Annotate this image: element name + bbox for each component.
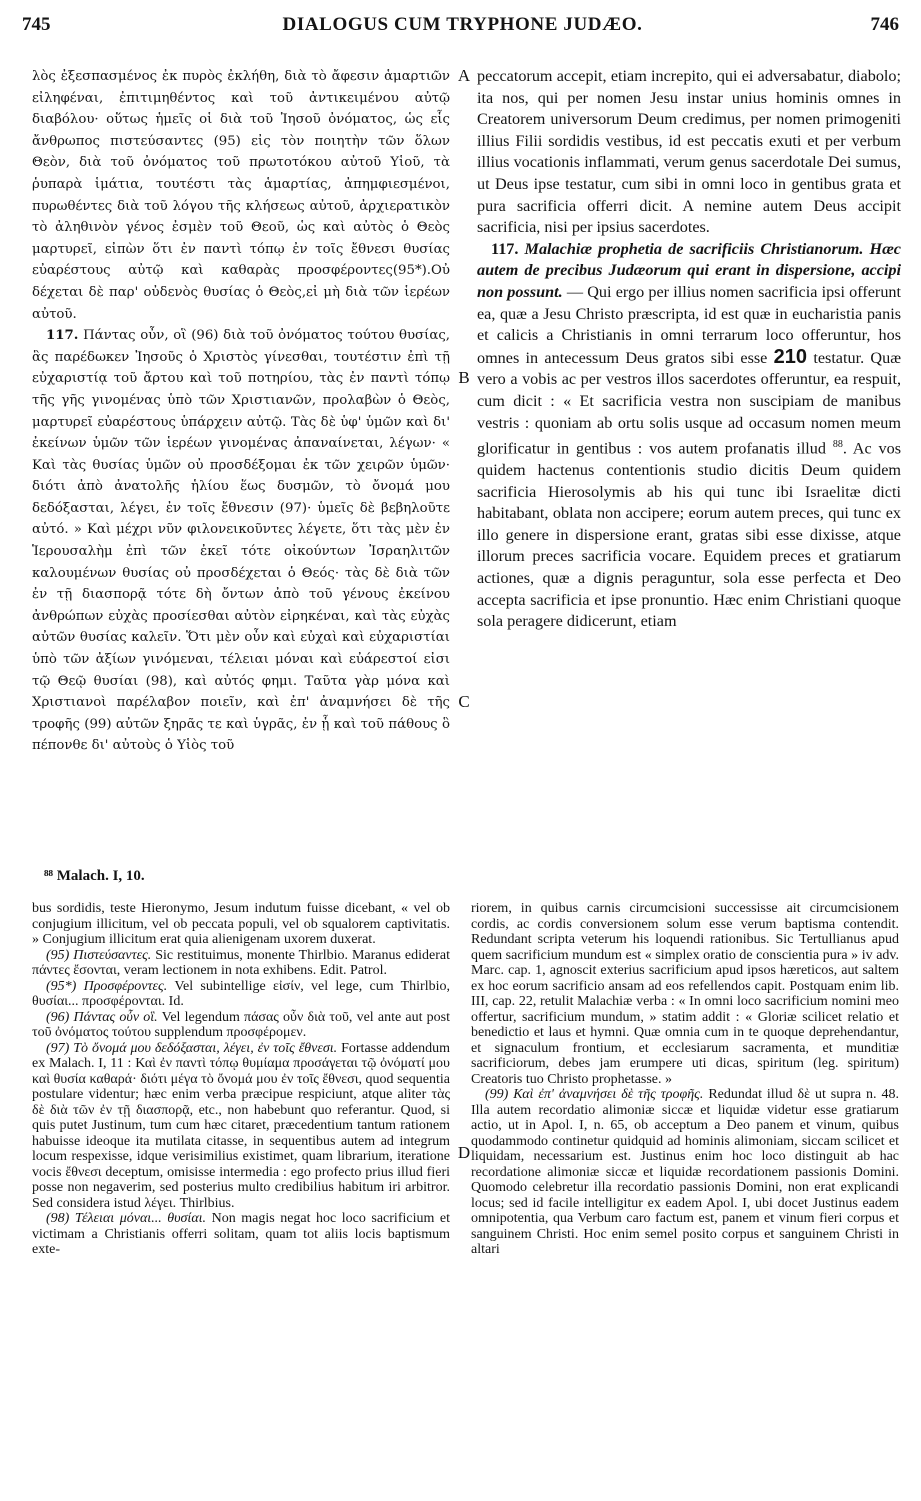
margin-marker-d: D (457, 1143, 471, 1162)
note-95-star-label: (95*) Προσφέροντες. (46, 978, 168, 994)
note-98-text: Non magis negat hoc loco sacrificium et victimam a Christianis offerri solitam, quam tot aliis locis baptismum exte- (32, 1211, 450, 1257)
note-95-star-text: Vel subintellige εἰσίν, vel lege, cum Thirlbio, θυσίαι... προσφέρονται. Id. (32, 978, 450, 1009)
latin-section-number: 117. (491, 239, 519, 258)
edition-column-number: 210 (773, 345, 808, 368)
note-99-label: (99) Καὶ ἐπ' ἀναμνήσει δὲ τῆς τροφῆς. (485, 1087, 704, 1102)
latin-section-heading: Malachiæ prophetia de sacrificiis Christianorum. Hæc autem de precibus Judæorum qui erant in dispersione, accipi non possunt. (477, 239, 901, 301)
note-96 (32, 1010, 450, 1041)
greek-paragraph-117-text: Πάντας οὖν, οἳ (96) διὰ τοῦ ὀνόματος τούτου θυσίας, ἃς παρέδωκεν Ἰησοῦς ὁ Χριστὸς γίνεσθαι, τουτέστιν ἐπὶ τῇ εὐχαριστίᾳ τοῦ ἄρτου καὶ τοῦ ποτηρίου, τὰς ἐν παντὶ τόπῳ τῆς γῆς γινομένας ὑπὸ τῶν Χριστιανῶν, προλαβὼν ὁ Θεὸς, μαρτυρεῖ εὐαρέστους ὑπάρχειν αὐτῷ. Τὰς δὲ ὑφ' ὑμῶν καὶ δι' ἐκείνων ὑμῶν τῶν ἱερέων γινομένας ἀπαναίνεται, λέγων· « Καὶ τὰς θυσίας ὑμῶν οὐ προσδέξομαι ἐκ τῶν χειρῶν ὑμῶν· διότι ἀπὸ ἀνατολῆς ἡλίου ἕως δυσμῶν, τὸ ὄνομά μου δεδόξασται, λέγει, ἐν τοῖς ἔθνεσιν (97)· ὑμεῖς δὲ βεβηλοῦτε αὐτό. » Καὶ μέχρι νῦν φιλονεικοῦντες λέγετε, ὅτι τὰς μὲν ἐν Ἱερουσαλὴμ ἐπὶ τῶν ἐκεῖ τότε οἰκούντων Ἰσραηλιτῶν καλουμένων θυσίας οὐ προσδέχεται ὁ Θεός· τὰς δὲ διὰ τῶν ἐν τῇ διασπορᾷ τότε δὴ ὄντων ἀπὸ τοῦ γένους ἐκείνου ἀνθρώπων εὐχὰς προσίεσθαι αὐτὸν εἰρηκέναι, καὶ τὰς εὐχὰς αὐτῶν θυσίας καλεῖν. Ὅτι μὲν οὖν καὶ εὐχαὶ καὶ εὐχαριστίαι ὑπὸ τῶν ἀξίων γινόμεναι, τέλειαι μόναι καὶ εὐάρεστοί εἰσι τῷ Θεῷ θυσίαι (98), καὶ αὐτός φημι. Ταῦτα γὰρ μόνα καὶ Χριστιανοὶ παρέλαβον ποιεῖν, καὶ ἐπ' ἀναμνήσει δὲ τῆς τροφῆς (99) αὐτῶν ξηρᾶς τε καὶ ὑγρᾶς, ἐν ᾗ καὶ τοῦ πάθους ὃ πέπονθε δι' αὐτοὺς ὁ Υἱὸς τοῦ (32, 328, 450, 754)
margin-marker-b: B (458, 368, 470, 387)
note-99 (471, 1087, 899, 1258)
margin-marker-a: A (457, 66, 471, 85)
greek-section-number: 117. (46, 328, 79, 344)
latin-paragraph-1: peccatorum accepit, etiam increpito, qui ei adversabatur, diabolo; ita nos, qui per nomen Jesu instar unius hominis omnes in Creatorem universorum Deum credimus, per nomen primogeniti illius Filii sordidis vestibus, id est peccatis exuti et per verbum illius vocationis inflammati, verum genus sacerdotale Dei sumus, ut Deus ipse testatur, cum sibi in omni loco in gentibus grata et pura sacrificia offerri dicit. A nemine autem Deus accipit sacrificia, nisi per ipsius sacerdotes. (477, 67, 901, 237)
note-96-label: (96) Πάντας οὖν οἳ. (46, 1009, 158, 1025)
page-number-right: 746 (870, 14, 899, 35)
note-96-text: Vel legendum πάσας οὖν διὰ τοῦ, vel ante aut post τοῦ ὀνόματος τούτου supplendum προσφέρομεν. (32, 1009, 450, 1040)
note-95-text: Sic restituimus, monente Thirlbio. Maranus ediderat πάντες ἔσονται, veram lectionem in nota exhibens. Edit. Patrol. (32, 947, 450, 978)
note-97 (32, 1041, 450, 1212)
scripture-reference: ⁸⁸ Malach. I, 10. (44, 868, 145, 884)
note-98 (32, 1211, 450, 1258)
greek-text-column (32, 66, 450, 862)
note-continuation-left: bus sordidis, teste Hieronymo, Jesum indutum fuisse dicebant, « vel ob conjugium illicitum, vel ob peccata populi, vel ob squalorem captivitatis. » Conjugium illicitum erat quia alienigenam uxorem duxerat. (32, 901, 450, 947)
note-99-text: Redundat illud δὲ ut supra n. 48. Illa autem recordatio alimoniæ siccæ et liquidæ videtur esse gratiarum actio, ut in Apol. I, n. 65, ob acceptum a Deo panem et vinum, quibus quodammodo continetur quidquid ad hominis alimoniam, siccam scilicet et liquidam, necessarium est. Justinus enim hoc loco distinguit ab hac recordatione alimoniæ siccæ et liquidæ recordationem passionis Domini. Quomodo celebretur illa recordatio passionis Domini, non erat explicandi locus; sed id facile intelligitur ex eadem Apol. I, ubi docet Justinus eadem omnipotentia, qua Verbum caro factum est, panem et vinum fieri corpus et sanguinem Christi. Hoc enim semel posito corpus et sanguinem Christi in altari (471, 1087, 899, 1257)
running-title: DIALOGUS CUM TRYPHONE JUDÆO. (282, 14, 643, 35)
note-95 (32, 948, 450, 979)
footnote-reference: 88 (832, 439, 843, 451)
note-97-label: (97) Τὸ ὄνομά μου δεδόξασται, λέγει, ἐν τοῖς ἔθνεσι. (46, 1040, 338, 1056)
latin-117-part-c: . Ac vos quidem hactenus contentionis studio dicitis Deum quidem sacrificia Hierosolymis ab his qui tunc ibi Israelitæ dicti habitabant, oblata non accipere; eorum autem preces, qui tunc ex illo genere in dispersione erant, gratas sibi esse dixisse, atque illorum preces sacrificia vocare. Equidem preces et gratiarum actiones, quæ a dignis peraguntur, sola esse perfecta et Deo accepta sacrificia et ipse pronuntio. Hæc enim Christiani quoque sola peragere didicerunt, etiam (477, 439, 901, 631)
note-98-label: (98) Τέλειαι μόναι... θυσίαι. (46, 1211, 207, 1226)
note-97-text: Fortasse addendum ex Malach. I, 11 : Καὶ ἐν παντὶ τόπῳ θυμίαμα προσάγεται τῷ ὀνόματί μου καὶ θυσία καθαρά· διότι μέγα τὸ ὄνομά μου ἐν τοῖς ἔθνεσι, quod sequentia postulare videntur; hæc enim verba præcipue respiciunt, atque aliter τὰς δὲ διὰ τῶν ἐν τῇ διασπορᾷ, etc., non habebunt quo referantur. Quod, si quis putet Justinum, tum cum hæc citaret, præcedentium tantum rationem habuisse ideoque ita mutilata citasse, in sequentibus autem ad integrum locum respexisse, idque verisimilius existimet, quam librarium, iteratione vocis ἔθνεσι deceptum, omisisse intermedia : ego profecto prius illud fieri posse non negaverim, sed posterius multo credibilius habitum iri arbitror. Sed considera istud λέγει. Thirlbius. (32, 1040, 450, 1211)
page-number-left: 745 (22, 14, 51, 35)
note-continuation-right: riorem, in quibus carnis circumcisioni successisse ait circumcisionem cordis, ac cordis conversionem solum esse verum baptisma contendit. Redundant scripta veterum his loquendi rationibus. Sic Tertullianus apud quem sacrificium mundum est « simplex oratio de conscientia pura » iv adv. Marc. cap. 1, agnoscit exterius sacrificium apud ipsos hæreticos, aut saltem ex hoc eorum sacrificio ansam ad eos refellendos capit. Postquam enim lib. III, cap. 22, retulit Malachiæ verba : « In omni loco sacrificium nomini meo offertur, sacrificium mundum, » statim addit : « Gloriæ scilicet relatio et benedictio et laus et hymni. Quæ omnia cum in te quoque deprehendantur, et signaculum frontium, et ecclesiarum sacramenta, et munditiæ sacrificiorum, debes jam erumpere uti dicas, spiritum (leg. spiritum) Creatoris tuo Christo prophetasse. » (471, 901, 899, 1087)
greek-paragraph-1: λὸς ἐξεσπασμένος ἐκ πυρὸς ἐκλήθη, διὰ τὸ ἄφεσιν ἁμαρτιῶν εἰληφέναι, ἐπιτιμηθέντος καὶ τοῦ ἀντικειμένου αὐτῷ διαβόλου· οὕτως ἡμεῖς οἱ διὰ τοῦ Ἰησοῦ ὀνόματος, ὡς εἷς ἄνθρωπος πιστεύσαντες (95) εἰς τὸν ποιητὴν τῶν ὅλων Θεὸν, διὰ τοῦ ὀνόματος τοῦ πρωτοτόκου αὐτοῦ Υἱοῦ, τὰ ῥυπαρὰ ἱμάτια, τουτέστι τὰς ἁμαρτίας, ἀπημφιεσμένοι, πυρωθέντες διὰ τοῦ λόγου τῆς κλήσεως αὐτοῦ, ἀρχιερατικὸν τὸ ἀληθινὸν γένος ἐσμὲν τοῦ Θεοῦ, ὡς καὶ αὐτὸς ὁ Θεὸς μαρτυρεῖ, εἰπὼν ὅτι ἐν παντὶ τόπῳ ἐν τοῖς ἔθνεσι θυσίας εὐαρέστους αὐτῷ καὶ καθαρὰς προσφέροντες(95*).Οὐ δέχεται δὲ παρ' οὐδενὸς θυσίας ὁ Θεὸς,εἰ μὴ διὰ τῶν ἱερέων αὐτοῦ. (32, 69, 450, 322)
latin-117-part-b: testatur. Quæ vero a vobis ac per vestros illos sacerdotes offeruntur, ea respuit, cum dicit : « Et sacrificia vestra non suscipiam de manibus vestris : quoniam ab ortu solis usque ad occasum nomen meum glorificatur in gentibus : vos autem profanatis illud (477, 348, 901, 458)
notes-column-left (32, 901, 450, 1493)
notes-column-right (471, 901, 899, 1493)
margin-marker-c: C (458, 692, 470, 711)
note-95-label: (95) Πιστεύσαντες. (46, 947, 152, 963)
greek-paragraph-117 (32, 325, 450, 757)
latin-text-column (477, 66, 901, 862)
latin-paragraph-117 (477, 239, 901, 633)
note-95-star (32, 979, 450, 1010)
latin-117-part-a: — Qui ergo per illius nomen sacrificia ipsi offerunt ea, quæ a Jesu Christo præscripta, id est quæ in eucharistia panis et calicis a Christianis in omni terrarum loco offeruntur, hos omnes in antecessum Deus gratos sibi esse (477, 282, 901, 367)
running-header (22, 6, 903, 46)
